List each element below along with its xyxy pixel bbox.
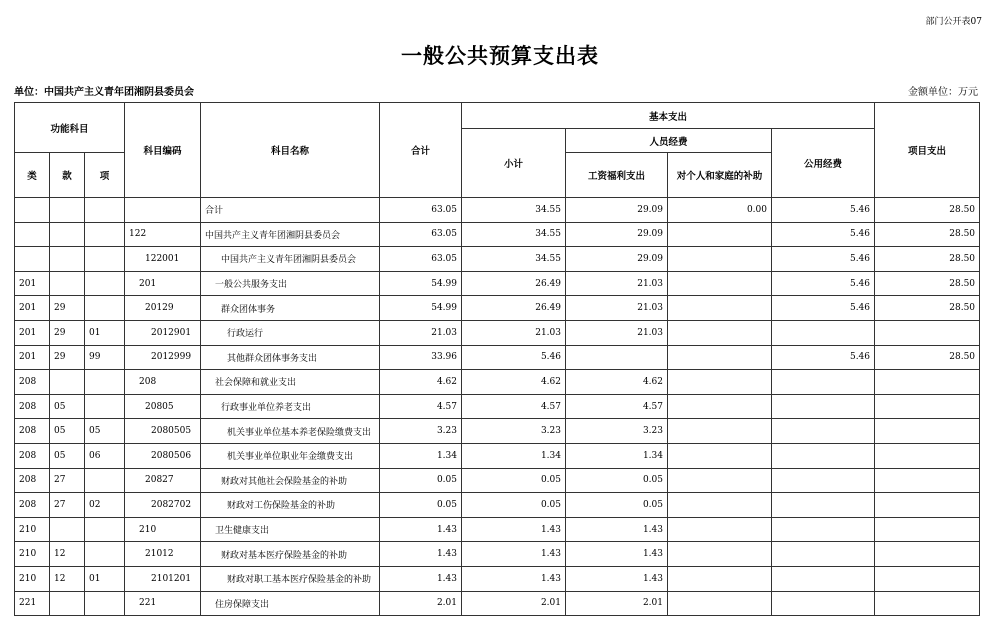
cell-public [772,468,875,493]
cell-total: 1.43 [380,542,462,567]
header-xiang: 项 [85,153,125,198]
cell-name: 财政对工伤保险基金的补助 [201,493,380,518]
header-kuan: 款 [50,153,85,198]
cell-subtotal: 1.43 [462,566,566,591]
cell-lei: 221 [15,591,50,616]
table-row [15,320,980,345]
table-row [15,222,980,247]
cell-project: 28.50 [875,247,980,272]
cell-code: 122001 [125,247,201,272]
cell-subsidy [668,370,772,395]
table-row [15,591,980,616]
cell-code: 122 [125,222,201,247]
cell-name: 卫生健康支出 [201,517,380,542]
table-row [15,296,980,321]
cell-public [772,542,875,567]
cell-subsidy [668,296,772,321]
cell-xiang [85,542,125,567]
cell-name: 行政事业单位养老支出 [201,394,380,419]
header-subtotal: 小计 [462,129,566,198]
cell-xiang: 06 [85,443,125,468]
cell-total: 63.05 [380,222,462,247]
cell-public: 5.46 [772,345,875,370]
cell-subsidy [668,493,772,518]
header-subject-code: 科目编码 [125,103,201,198]
cell-kuan: 29 [50,345,85,370]
table-row [15,468,980,493]
cell-salary: 1.34 [566,443,668,468]
cell-salary: 4.62 [566,370,668,395]
cell-subsidy [668,517,772,542]
cell-lei: 208 [15,468,50,493]
table-row [15,517,980,542]
cell-public [772,493,875,518]
cell-total: 1.34 [380,443,462,468]
cell-salary: 29.09 [566,198,668,223]
table-row [15,247,980,272]
cell-code: 210 [125,517,201,542]
cell-lei: 208 [15,394,50,419]
table-body [15,198,980,616]
cell-project [875,566,980,591]
cell-code: 20827 [125,468,201,493]
cell-project [875,468,980,493]
cell-subtotal: 21.03 [462,320,566,345]
header-basic-expenditure: 基本支出 [462,103,875,129]
cell-total: 4.62 [380,370,462,395]
cell-code: 21012 [125,542,201,567]
cell-subtotal: 26.49 [462,296,566,321]
cell-subsidy [668,443,772,468]
cell-name: 一般公共服务支出 [201,271,380,296]
cell-xiang [85,468,125,493]
cell-code: 2082702 [125,493,201,518]
cell-kuan: 05 [50,394,85,419]
cell-code: 2101201 [125,566,201,591]
cell-salary: 0.05 [566,493,668,518]
cell-project: 28.50 [875,198,980,223]
cell-public [772,370,875,395]
cell-public [772,517,875,542]
cell-public: 5.46 [772,296,875,321]
cell-name: 中国共产主义青年团湘阴县委员会 [201,247,380,272]
cell-project [875,320,980,345]
cell-subtotal: 5.46 [462,345,566,370]
cell-salary [566,345,668,370]
cell-subsidy [668,419,772,444]
cell-total: 1.43 [380,566,462,591]
header-function-subject: 功能科目 [15,103,125,153]
cell-name: 机关事业单位职业年金缴费支出 [201,443,380,468]
cell-subtotal: 4.62 [462,370,566,395]
cell-name: 中国共产主义青年团湘阴县委员会 [201,222,380,247]
table-row [15,345,980,370]
cell-xiang [85,247,125,272]
cell-kuan [50,247,85,272]
cell-public: 5.46 [772,271,875,296]
cell-lei: 201 [15,296,50,321]
cell-name: 住房保障支出 [201,591,380,616]
cell-total: 33.96 [380,345,462,370]
header-public-expense: 公用经费 [772,129,875,198]
cell-code: 2012999 [125,345,201,370]
cell-kuan: 05 [50,443,85,468]
cell-subsidy [668,222,772,247]
header-project: 项目支出 [875,103,980,198]
cell-name: 其他群众团体事务支出 [201,345,380,370]
cell-subtotal: 1.34 [462,443,566,468]
form-number: 部门公开表07 [925,17,982,27]
cell-kuan: 12 [50,566,85,591]
cell-name: 合计 [201,198,380,223]
table-row [15,370,980,395]
cell-total: 21.03 [380,320,462,345]
cell-project: 28.50 [875,271,980,296]
cell-total: 63.05 [380,198,462,223]
cell-kuan [50,370,85,395]
header-subject-name: 科目名称 [201,103,380,198]
cell-subsidy [668,591,772,616]
cell-xiang: 02 [85,493,125,518]
table-row [15,419,980,444]
cell-total: 0.05 [380,493,462,518]
cell-lei: 208 [15,419,50,444]
cell-salary: 3.23 [566,419,668,444]
cell-project [875,493,980,518]
cell-kuan: 27 [50,468,85,493]
cell-project [875,419,980,444]
cell-code: 2012901 [125,320,201,345]
table-row [15,542,980,567]
cell-salary: 1.43 [566,542,668,567]
cell-public [772,320,875,345]
cell-lei: 201 [15,271,50,296]
cell-kuan [50,517,85,542]
cell-kuan [50,271,85,296]
cell-salary: 0.05 [566,468,668,493]
cell-name: 行政运行 [201,320,380,345]
cell-public: 5.46 [772,198,875,223]
cell-code: 2080505 [125,419,201,444]
cell-kuan: 27 [50,493,85,518]
cell-salary: 21.03 [566,320,668,345]
cell-project [875,517,980,542]
cell-xiang [85,591,125,616]
cell-kuan: 29 [50,320,85,345]
cell-project [875,443,980,468]
cell-code: 221 [125,591,201,616]
cell-subsidy [668,542,772,567]
cell-kuan [50,222,85,247]
cell-total: 3.23 [380,419,462,444]
cell-public [772,394,875,419]
cell-kuan: 29 [50,296,85,321]
cell-subsidy [668,566,772,591]
cell-subsidy [668,320,772,345]
cell-project [875,394,980,419]
cell-lei: 208 [15,493,50,518]
cell-subtotal: 0.05 [462,493,566,518]
cell-salary: 1.43 [566,517,668,542]
cell-lei [15,222,50,247]
cell-kuan: 05 [50,419,85,444]
header-subsidy: 对个人和家庭的补助 [668,153,772,198]
header-personnel: 人员经费 [566,129,772,153]
cell-xiang [85,296,125,321]
cell-public [772,443,875,468]
cell-total: 0.05 [380,468,462,493]
cell-subtotal: 34.55 [462,198,566,223]
cell-project: 28.50 [875,345,980,370]
cell-project: 28.50 [875,296,980,321]
table-row [15,198,980,223]
cell-public: 5.46 [772,222,875,247]
cell-lei [15,247,50,272]
cell-xiang: 01 [85,320,125,345]
cell-salary: 21.03 [566,271,668,296]
cell-xiang [85,271,125,296]
cell-project: 28.50 [875,222,980,247]
cell-code [125,198,201,223]
cell-subtotal: 26.49 [462,271,566,296]
cell-name: 财政对基本医疗保险基金的补助 [201,542,380,567]
cell-public [772,591,875,616]
cell-salary: 2.01 [566,591,668,616]
cell-xiang [85,198,125,223]
cell-code: 20805 [125,394,201,419]
cell-total: 54.99 [380,296,462,321]
cell-subtotal: 3.23 [462,419,566,444]
table-row [15,394,980,419]
cell-lei: 201 [15,345,50,370]
cell-project [875,542,980,567]
cell-lei: 210 [15,566,50,591]
cell-xiang [85,370,125,395]
cell-project [875,591,980,616]
cell-subtotal: 2.01 [462,591,566,616]
cell-total: 4.57 [380,394,462,419]
unit-label: 单位：中国共产主义青年团湘阴县委员会 [14,87,194,98]
cell-subsidy: 0.00 [668,198,772,223]
cell-subtotal: 34.55 [462,247,566,272]
cell-xiang: 05 [85,419,125,444]
cell-total: 2.01 [380,591,462,616]
cell-subsidy [668,271,772,296]
cell-salary: 4.57 [566,394,668,419]
header-salary: 工资福利支出 [566,153,668,198]
cell-name: 财政对职工基本医疗保险基金的补助 [201,566,380,591]
cell-lei: 210 [15,517,50,542]
cell-salary: 1.43 [566,566,668,591]
cell-lei: 210 [15,542,50,567]
cell-lei: 208 [15,370,50,395]
cell-salary: 29.09 [566,222,668,247]
cell-xiang: 01 [85,566,125,591]
cell-code: 208 [125,370,201,395]
cell-project [875,370,980,395]
table-row [15,493,980,518]
cell-xiang: 99 [85,345,125,370]
cell-kuan [50,591,85,616]
cell-subsidy [668,345,772,370]
table-row [15,566,980,591]
table-row [15,271,980,296]
cell-xiang [85,517,125,542]
cell-public [772,419,875,444]
cell-subtotal: 1.43 [462,542,566,567]
cell-subtotal: 0.05 [462,468,566,493]
cell-public: 5.46 [772,247,875,272]
cell-code: 20129 [125,296,201,321]
cell-total: 1.43 [380,517,462,542]
cell-kuan [50,198,85,223]
table-row [15,443,980,468]
cell-subsidy [668,247,772,272]
cell-salary: 29.09 [566,247,668,272]
cell-public [772,566,875,591]
header-lei: 类 [15,153,50,198]
cell-subsidy [668,394,772,419]
cell-kuan: 12 [50,542,85,567]
cell-name: 财政对其他社会保险基金的补助 [201,468,380,493]
cell-xiang [85,394,125,419]
cell-name: 机关事业单位基本养老保险缴费支出 [201,419,380,444]
cell-subtotal: 34.55 [462,222,566,247]
cell-lei [15,198,50,223]
header-total: 合计 [380,103,462,198]
cell-subtotal: 1.43 [462,517,566,542]
cell-code: 2080506 [125,443,201,468]
page-title: 一般公共预算支出表 [401,43,599,68]
cell-lei: 208 [15,443,50,468]
cell-salary: 21.03 [566,296,668,321]
cell-lei: 201 [15,320,50,345]
cell-name: 群众团体事务 [201,296,380,321]
cell-subtotal: 4.57 [462,394,566,419]
cell-subsidy [668,468,772,493]
cell-total: 63.05 [380,247,462,272]
cell-xiang [85,222,125,247]
cell-total: 54.99 [380,271,462,296]
cell-name: 社会保障和就业支出 [201,370,380,395]
expenditure-table [14,102,980,616]
cell-code: 201 [125,271,201,296]
amount-unit-label: 金额单位：万元 [908,87,978,98]
